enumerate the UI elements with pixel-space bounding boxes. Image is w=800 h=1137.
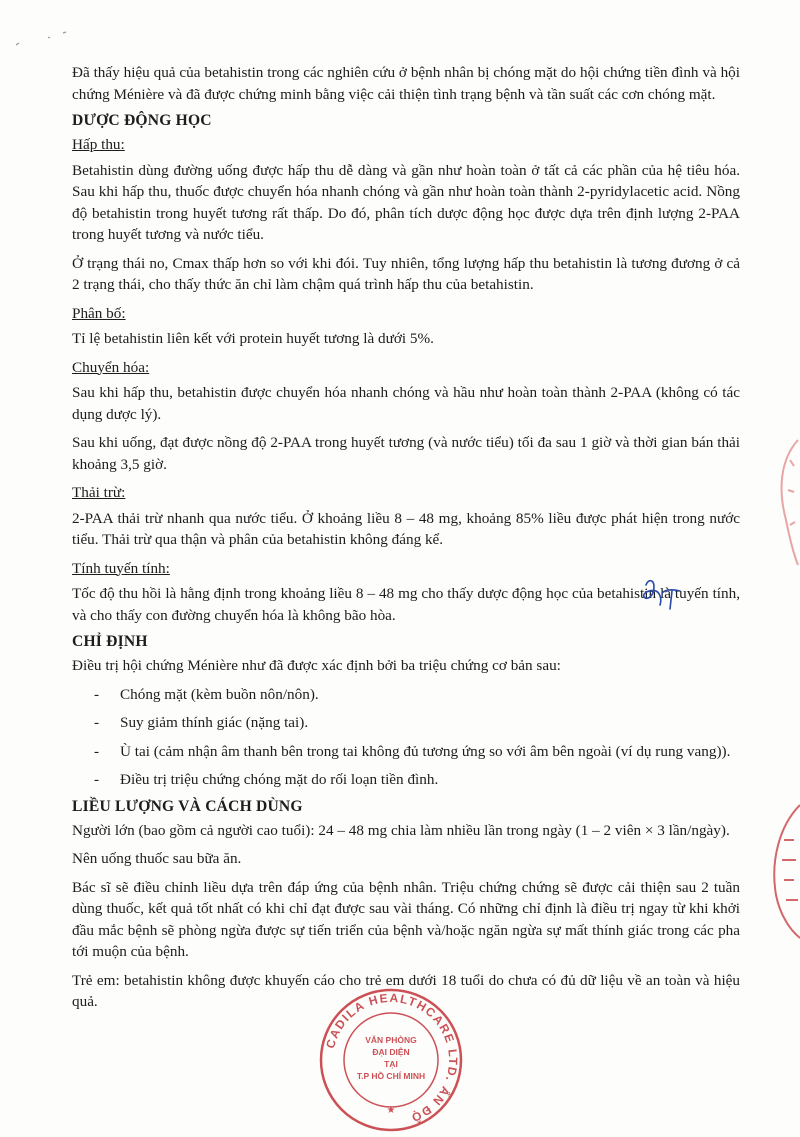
pharmacokinetics-heading: DƯỢC ĐỘNG HỌC — [72, 112, 212, 129]
list-item — [72, 741, 740, 763]
metabolism-subheading: Chuyển hóa: — [72, 358, 150, 376]
scan-mark-icon — [8, 25, 78, 55]
list-item-text: Suy giảm thính giác (nặng tai). — [120, 714, 309, 731]
dosage-paragraph-2: Nên uống thuốc sau bữa ăn. — [72, 850, 242, 867]
list-bullet: - — [94, 771, 100, 788]
absorption-paragraph-1: Betahistin dùng đường uống được hấp thu dễ dàng và gần như hoàn toàn ở tất cả các phần của hệ tiêu hóa. Sau khi hấp thu, thuốc được chuyển hóa nhanh chóng và gần như hoàn toàn thành 2-pyridylacetic acid. Nồng độ betahistin trong huyết tương rất thấp. Do đó, phân tích dược động học được dựa trên định lượng 2-PAA trong huyết tương và nước tiểu. — [72, 161, 740, 243]
dosage-paragraph-1: Người lớn (bao gồm cả người cao tuổi): 24 – 48 mg chia làm nhiều lần trong ngày (1 – 2 viên × 3 lần/ngày). — [72, 821, 730, 839]
list-item-text: Ù tai (cảm nhận âm thanh bên trong tai không đủ tương ứng so với âm bên ngoài (ví dụ rung vang)). — [120, 742, 731, 760]
stamp-line-3: TẠI — [384, 1059, 398, 1069]
indications-intro: Điều trị hội chứng Ménière như đã được xác định bởi ba triệu chứng cơ bản sau: — [72, 657, 561, 674]
linearity-paragraph: Tốc độ thu hồi là hằng định trong khoảng liều 8 – 48 mg cho thấy dược động học của betahistin là tuyến tính, và cho thấy con đường chuyển hóa là không bão hòa. — [72, 585, 740, 624]
linearity-subheading: Tính tuyến tính: — [72, 559, 170, 577]
list-item-text: Điều trị triệu chứng chóng mặt do rối loạn tiền đình. — [120, 771, 439, 788]
document-page — [72, 62, 740, 1020]
metabolism-paragraph-2: Sau khi uống, đạt được nồng độ 2-PAA trong huyết tương (và nước tiểu) tối đa sau 1 giờ và thời gian bán thải khoảng 3,5 giờ. — [72, 434, 740, 473]
list-bullet: - — [94, 685, 100, 703]
indications-list — [72, 684, 740, 791]
dosage-paragraph-3: Bác sĩ sẽ điều chỉnh liều dựa trên đáp ứng của bệnh nhân. Triệu chứng chứng sẽ được cải thiện sau 2 tuần dùng thuốc, kết quả tốt nhất có khi chỉ đạt được sau vài tháng. Có những chỉ định là điều trị ngay từ khi khởi đầu mắc bệnh sẽ phòng ngừa được sự tiến triển của bệnh và/hoặc ngăn ngừa sự mất thính giác trong các pha tới muộn của bệnh. — [72, 878, 740, 960]
intro-paragraph: Đã thấy hiệu quả của betahistin trong các nghiên cứu ở bệnh nhân bị chóng mặt do hội chứng tiền đình và hội chứng Ménière và đã được chứng minh bằng việc cải thiện tình trạng bệnh và tần suất các cơn chóng mặt. — [72, 64, 740, 103]
dosage-paragraph-4: Trẻ em: betahistin không được khuyến cáo cho trẻ em dưới 18 tuổi do chưa có đủ dữ liệu về an toàn và hiệu quả. — [72, 971, 740, 1010]
list-item — [72, 684, 740, 706]
indications-heading: CHỈ ĐỊNH — [72, 633, 148, 650]
stamp-line-2: ĐẠI DIỆN — [372, 1047, 410, 1057]
handwritten-initial-icon — [640, 575, 690, 615]
distribution-subheading: Phân bố: — [72, 304, 126, 322]
side-stamp-fragment-icon — [740, 800, 800, 940]
list-item — [72, 712, 740, 734]
distribution-paragraph: Tỉ lệ betahistin liên kết với protein huyết tương là dưới 5%. — [72, 330, 434, 347]
stamp-line-4: T.P HỒ CHÍ MINH — [356, 1071, 426, 1081]
stamp-line-1: VĂN PHÒNG — [365, 1035, 417, 1045]
list-item — [72, 769, 740, 791]
list-bullet: - — [94, 714, 100, 731]
elimination-subheading: Thải trừ: — [72, 484, 126, 501]
stamp-ring-text: CADILA HEALTHCARE LTD. ẤN ĐỘ — [323, 990, 461, 1126]
elimination-paragraph: 2-PAA thải trừ nhanh qua nước tiểu. Ở khoảng liều 8 – 48 mg, khoảng 85% liều được phát hiện trong nước tiểu. Thải trừ qua thận và phân của betahistin không đáng kể. — [72, 509, 740, 548]
absorption-subheading: Hấp thu: — [72, 136, 125, 153]
stamp-star-icon: ★ — [386, 1105, 396, 1116]
list-bullet: - — [94, 742, 100, 760]
side-seal-fragment-icon — [760, 430, 800, 570]
absorption-paragraph-2: Ở trạng thái no, Cmax thấp hơn so với khi đói. Tuy nhiên, tổng lượng hấp thu betahistin là tương đương ở cả 2 trạng thái, cho thấy thức ăn chỉ làm chậm quá trình hấp thu của betahistin. — [72, 254, 740, 293]
metabolism-paragraph-1: Sau khi hấp thu, betahistin được chuyển hóa nhanh chóng và hầu như hoàn toàn thành 2-PAA (không có tác dụng dược lý). — [72, 384, 740, 423]
company-stamp — [316, 985, 466, 1135]
dosage-heading: LIỀU LƯỢNG VÀ CÁCH DÙNG — [72, 797, 303, 815]
list-item-text: Chóng mặt (kèm buồn nôn/nôn). — [120, 685, 319, 703]
